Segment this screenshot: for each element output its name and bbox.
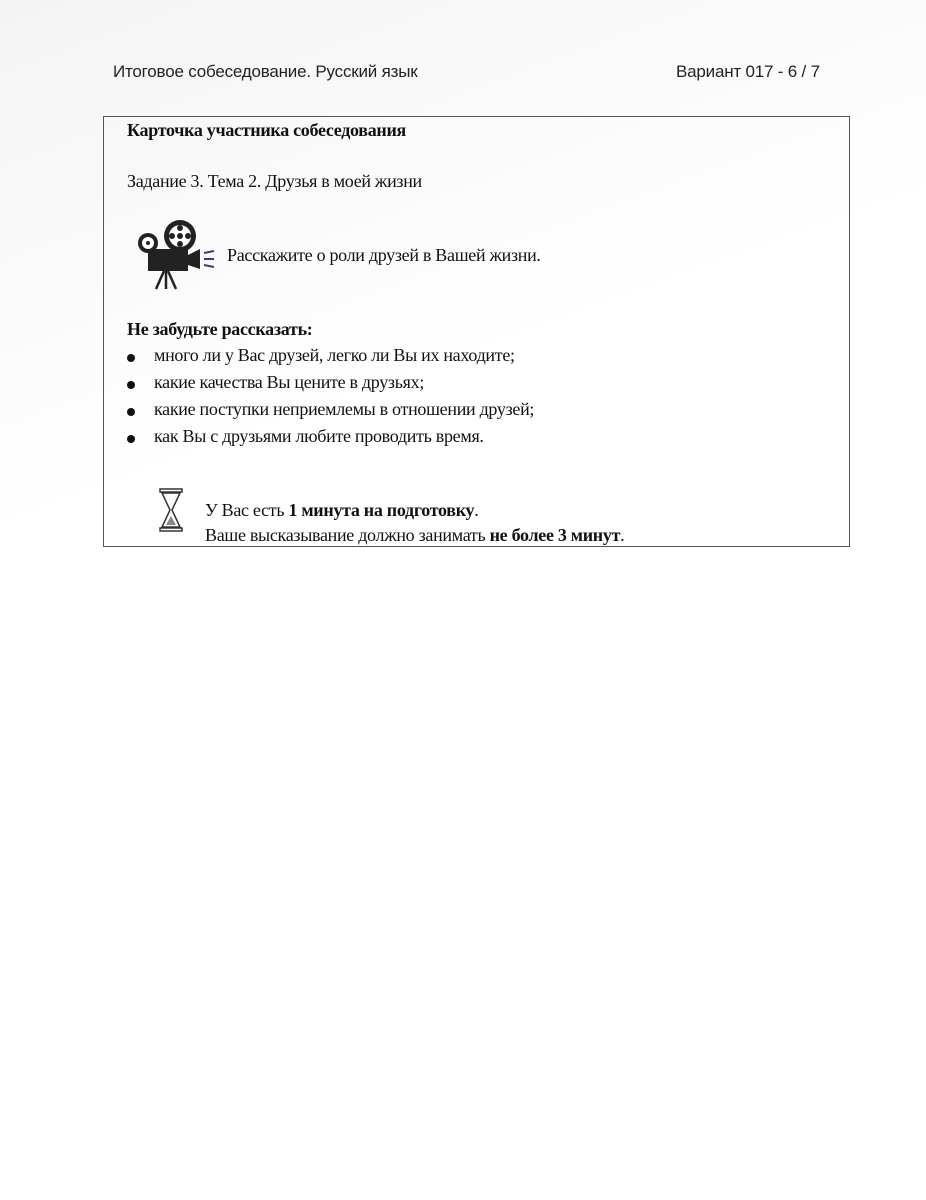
participant-card bbox=[103, 116, 850, 547]
prep-prefix: У Вас есть bbox=[205, 500, 289, 520]
task-title: Задание 3. Тема 2. Друзья в моей жизни bbox=[127, 171, 422, 191]
speech-suffix: . bbox=[620, 525, 625, 545]
card-title: Карточка участника собеседования bbox=[127, 120, 406, 140]
list-item: какие качества Вы цените в друзьях; bbox=[154, 372, 425, 392]
remember-heading: Не забудьте рассказать: bbox=[127, 319, 313, 339]
bullet-marker bbox=[127, 435, 135, 443]
list-item: много ли у Вас друзей, легко ли Вы их находите; bbox=[154, 345, 515, 365]
speech-prefix: Ваше высказывание должно занимать bbox=[205, 525, 490, 545]
page-header-variant: Вариант 017 - 6 / 7 bbox=[676, 62, 820, 81]
page-header-title: Итоговое собеседование. Русский язык bbox=[113, 62, 418, 81]
prep-time-text bbox=[205, 500, 478, 521]
speech-time-text bbox=[205, 525, 624, 546]
bullet-marker bbox=[127, 381, 135, 389]
prep-duration: 1 минута на подготовку bbox=[288, 500, 475, 520]
task-prompt: Расскажите о роли друзей в Вашей жизни. bbox=[227, 245, 541, 265]
list-item: какие поступки неприемлемы в отношении друзей; bbox=[154, 399, 535, 419]
bullet-marker bbox=[127, 354, 135, 362]
list-item: как Вы с друзьями любите проводить время. bbox=[154, 426, 484, 446]
prep-suffix: . bbox=[474, 500, 479, 520]
film-camera-icon bbox=[134, 219, 218, 291]
bullet-marker bbox=[127, 408, 135, 416]
speech-duration: не более 3 минут bbox=[489, 525, 621, 545]
hourglass-icon bbox=[159, 488, 183, 532]
